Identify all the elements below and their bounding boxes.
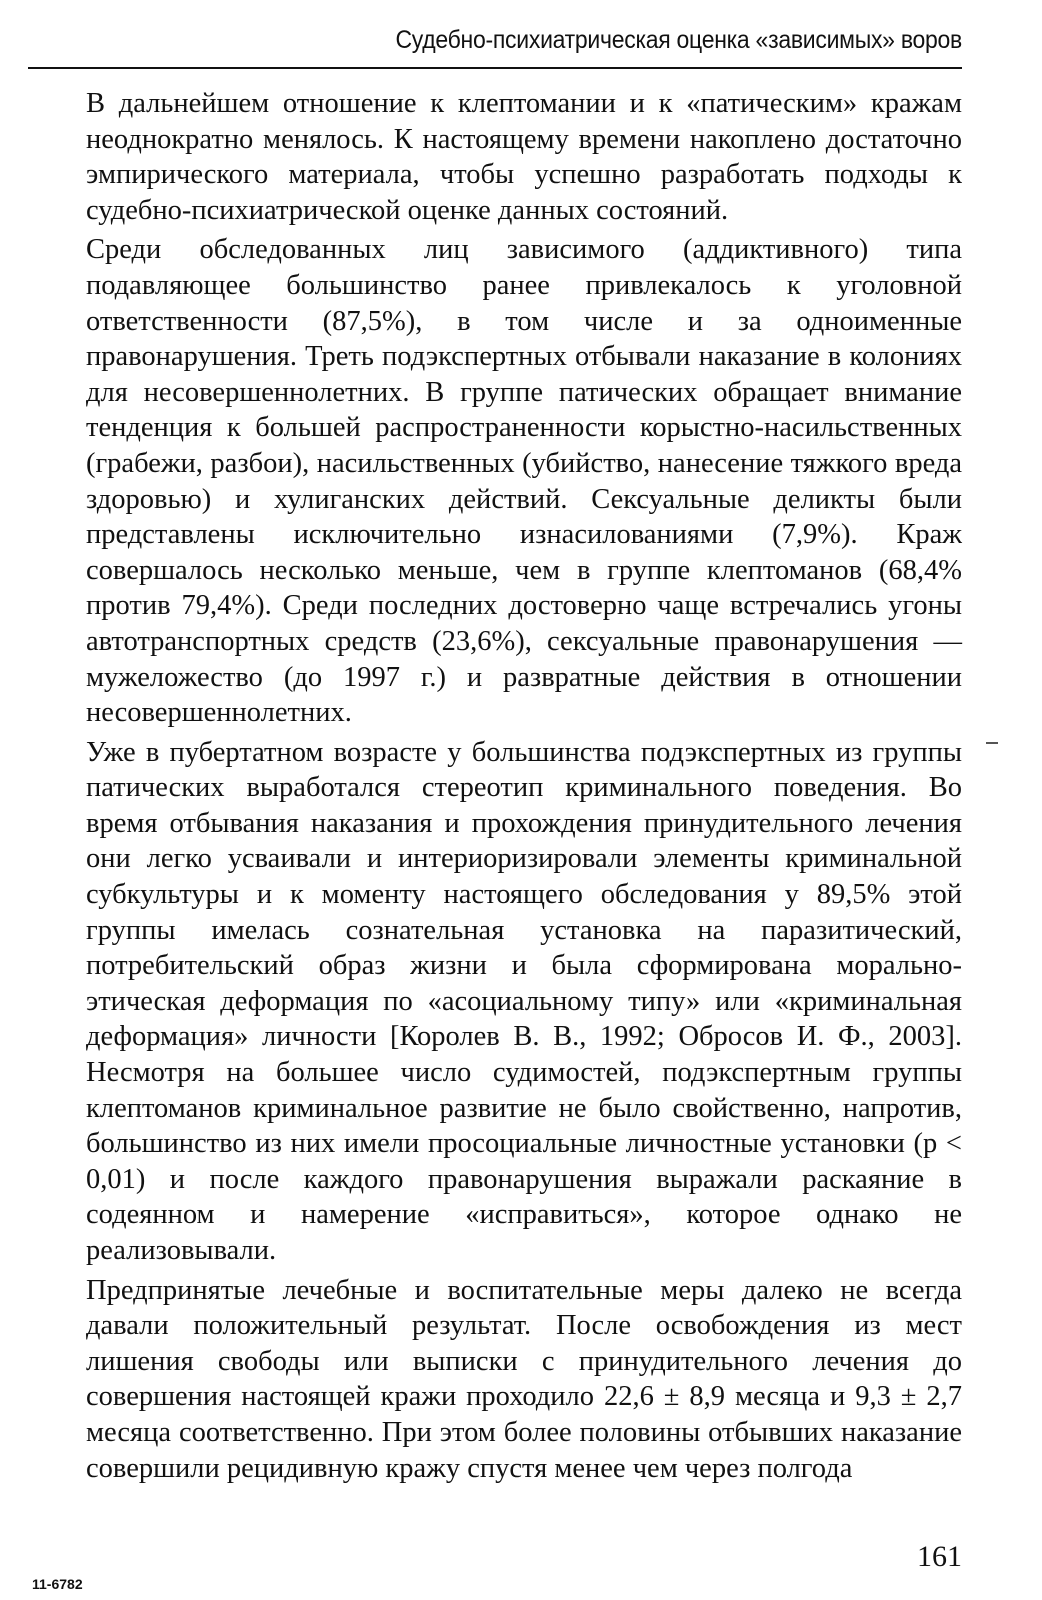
body-text bbox=[86, 86, 962, 1490]
header-rule bbox=[28, 67, 962, 69]
running-header: Судебно-психиатрическая оценка «зависимых» воров bbox=[395, 26, 962, 54]
paragraph-1: В дальнейшем отношение к клептомании и к «патическим» кражам неоднократно менялось. К настоящему времени накоплено достаточно эмпирического материала, чтобы успешно разработать подходы к судебно-психиатрической оценке данных состояний. bbox=[86, 88, 962, 226]
margin-mark bbox=[986, 742, 998, 744]
paragraph-3: Уже в пубертатном возрасте у большинства подэкспертных из группы патических выработался стереотип криминального поведения. Во время отбывания наказания и прохождения принудительного лечения они легко усваивали и интериоризировали элементы криминальной субкультуры и к моменту настоящего обследования у 89,5% этой группы имелась сознательная установка на паразитический, потребительский образ жизни и была сформирована морально-этическая деформация по «асоциальному типу» или «криминальная деформация» личности [Королев В. В., 1992; Обросов И. Ф., 2003]. Несмотря на большее число судимостей, подэкспертным группы клептоманов криминальное развитие не было свойственно, напротив, большинство из них имели просоциальные личностные установки (p < 0,01) и после каждого правонарушения выражали раскаяние в содеянном и намерение «исправиться», которое однако не реализовывали. bbox=[86, 736, 962, 1266]
paragraph-2: Среди обследованных лиц зависимого (аддиктивного) типа подавляющее большинство ранее привлекалось к уголовной ответственности (87,5%), в том числе и за одноименные правонарушения. Треть подэкспертных отбывали наказание в колониях для несовершеннолетних. В группе патических обращает внимание тенденция к большей распространенности корыстно-насильственных (грабежи, разбои), насильственных (убийство, нанесение тяжкого вреда здоровью) и хулиганских действий. Сексуальные деликты были представлены исключительно изнасилованиями (7,9%). Краж совершалось несколько меньше, чем в группе клептоманов (68,4% против 79,4%). Среди последних достоверно чаще встречались угоны автотранспортных средств (23,6%), сексуальные правонарушения — мужеложество (до 1997 г.) и развратные действия в отношении несовершеннолетних. bbox=[86, 234, 962, 729]
paragraph-4: Предпринятые лечебные и воспитательные меры далеко не всегда давали положительный результат. После освобождения из мест лишения свободы или выписки с принудительного лечения до совершения настоящей кражи проходило 22,6 ± 8,9 месяца и 9,3 ± 2,7 месяца соответственно. При этом более половины отбывших наказание совершили рецидивную кражу спустя менее чем через полгода bbox=[86, 1274, 962, 1484]
printer-signature: 11-6782 bbox=[32, 1576, 83, 1592]
page-number: 161 bbox=[917, 1540, 962, 1573]
